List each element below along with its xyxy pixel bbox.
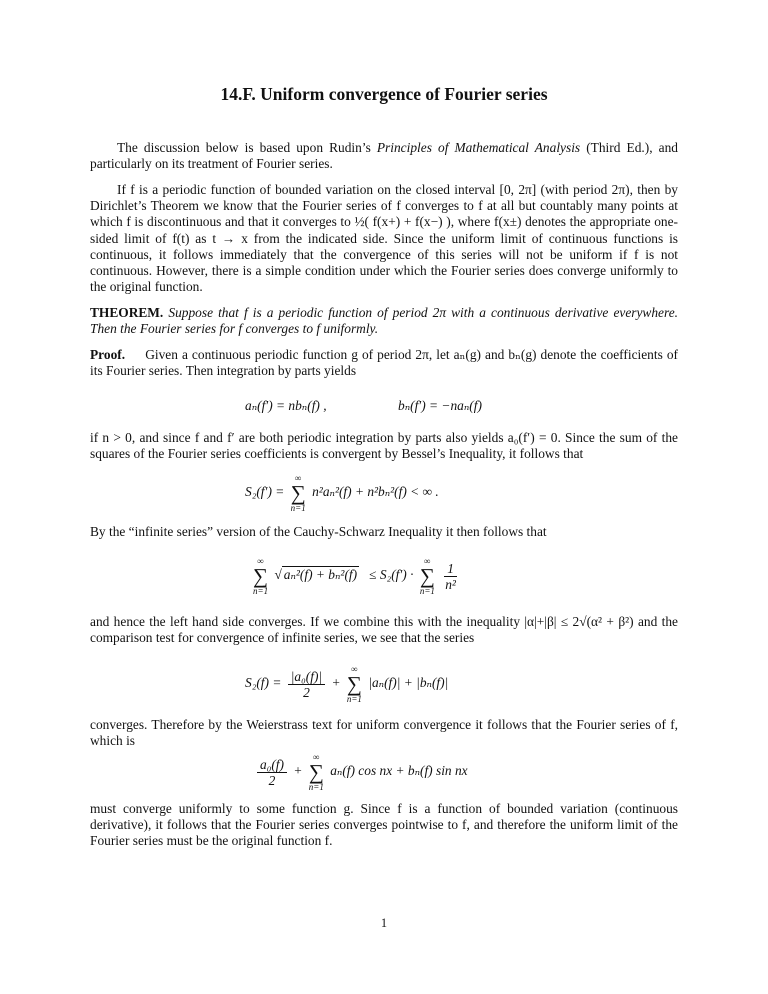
sqrt-expression: √ aₙ²(f) + bₙ²(f) — [274, 567, 358, 583]
intro-paragraph — [90, 140, 678, 172]
fraction: $\frac{\text{|a₀(f)|}}{2}$ — [288, 669, 325, 700]
proof-text: Given a continuous periodic function g of period 2π, let aₙ(g) and bₙ(g) denote the coefficients of its Fourier series. Then integration by parts yields — [90, 347, 678, 379]
theorem-block — [90, 305, 678, 337]
dirichlet-paragraph: If f is a periodic function of bounded variation on the closed interval [0, 2π] (with period 2π), then by Dirichlet’s Theorem we know that the Fourier series of f converges to f at all but countably many points at which f is discontinuous and that it converges to ½( f(x+) + f(x−) ), where f(x±) denotes the appropriate one-sided limit of f(t) as t → x from the indicated side. Since the uniform limit of continuous functions is continuous, it follows immediately that the convergence of this series will not be uniform if f is not continuous. However, there is a simple condition under which the Fourier series does converge uniformly to the original function. — [90, 182, 678, 295]
equation-fourier-series — [254, 752, 468, 792]
summation-symbol: ∞ ∑ n=1 — [290, 473, 306, 513]
eq3-mid: ≤ S₂(f′) · — [369, 567, 414, 583]
proof-label: Proof. — [90, 347, 126, 362]
equation-parts-a: aₙ(f′) = nbₙ(f) , — [245, 398, 327, 413]
equation-parts-b: bₙ(f′) = −naₙ(f) — [398, 398, 482, 413]
bessel-paragraph: if n > 0, and since f and f′ are both periodic integration by parts also yields a₀(f′) = 0. Since the sum of the squares of the Fourier series coefficients is convergent by Bessel’s Inequality, it follows that — [90, 430, 678, 462]
intro-text-b: (Third Ed.), and particularly on its treatment of Fourier series. — [90, 140, 678, 172]
fraction: $\frac{\text{a₀(f)}}{2}$ — [257, 757, 287, 788]
eq2-lhs: S₂(f′) = — [245, 484, 285, 500]
summation-symbol-2: ∞ ∑ n=1 — [419, 556, 435, 596]
eq5-plus: + — [293, 763, 303, 779]
proof-intro — [90, 347, 678, 379]
page-number: 1 — [380, 916, 388, 930]
book-title: Principles of Mathematical Analysis — [376, 140, 581, 155]
equation-s2-fprime — [245, 473, 439, 513]
fraction: $\frac{1}{\text{n²}}$ — [445, 560, 456, 592]
summation-symbol: ∞ ∑ n=1 — [253, 556, 269, 596]
eq5-rhs: aₙ(f) cos nx + bₙ(f) sin nx — [330, 763, 468, 779]
theorem-label: THEOREM. — [90, 305, 164, 320]
summation-symbol: ∞ ∑ n=1 — [308, 752, 324, 792]
conclusion-paragraph: must converge uniformly to some function g. Since f is a function of bounded variation (continuous derivative), it follows that the Fourier series converges pointwise to f, and therefore the uniform limit of the Fourier series must be the original function f. — [90, 801, 678, 849]
weierstrass-paragraph: converges. Therefore by the Weierstrass text for uniform convergence it follows that the Fourier series of f, which is — [90, 717, 678, 749]
equation-cauchy-schwarz — [250, 556, 460, 596]
intro-text-a: The discussion below is based upon Rudin’s — [117, 140, 377, 155]
eq2-rhs: n²aₙ²(f) + n²bₙ²(f) < ∞ . — [312, 484, 439, 500]
summation-symbol: ∞ ∑ n=1 — [346, 664, 362, 704]
eq4-lhs: S₂(f) = — [245, 675, 282, 691]
eq4-plus: + — [331, 675, 341, 691]
eq4-rhs: |aₙ(f)| + |bₙ(f)| — [368, 675, 449, 691]
section-title: 14.F. Uniform convergence of Fourier series — [220, 84, 548, 104]
theorem-statement: Suppose that f is a periodic function of period 2π with a continuous derivative everywhere. Then the Fourier series for f converges to f uniformly. — [90, 305, 679, 337]
comparison-paragraph: and hence the left hand side converges. If we combine this with the inequality |α|+|β| ≤ 2√(α² + β²) and the comparison test for convergence of infinite series, we see that the series — [90, 614, 678, 646]
cauchy-schwarz-paragraph: By the “infinite series” version of the Cauchy-Schwarz Inequality it then follows that — [90, 524, 547, 539]
equation-s2-f — [245, 664, 448, 704]
